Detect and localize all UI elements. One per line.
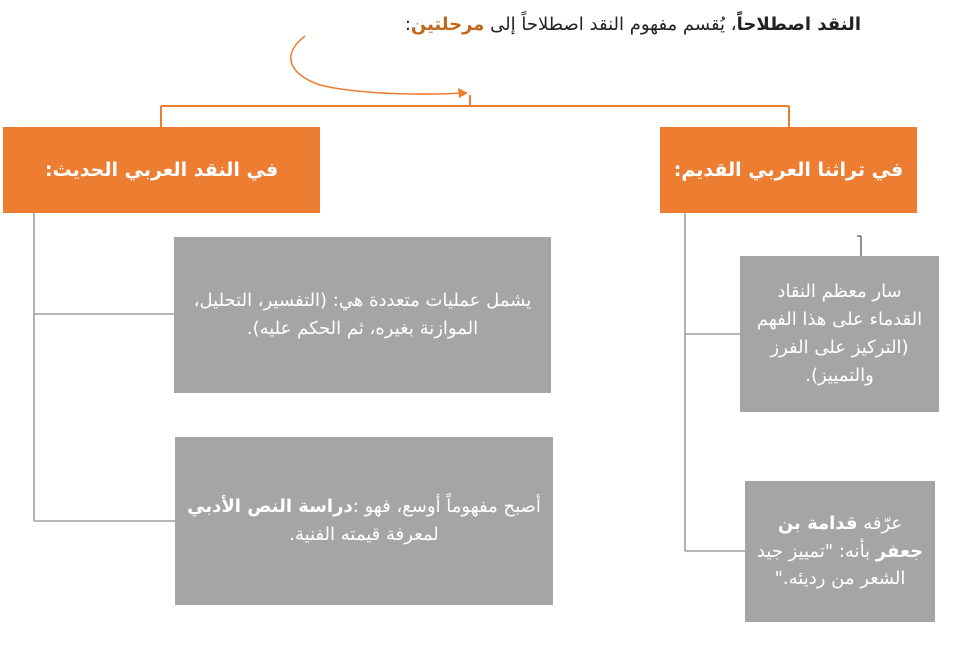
heading-arrow-head — [458, 88, 468, 98]
heading-text-before: ، يُقسم مفهوم النقد اصطلاحاً إلى — [484, 14, 737, 35]
heritage-item-2-prefix: عرّفه — [857, 512, 903, 534]
heritage-item-2-content — [755, 510, 925, 594]
modern-item-1-text: يشمل عمليات متعددة هي: (التفسير، التحليل، الموازنة بغيره، ثم الحكم عليه). — [193, 290, 532, 339]
modern-title: في النقد العربي الحديث: — [44, 159, 279, 181]
modern-item-2-bold: دراسة النص الأدبي — [187, 496, 353, 518]
heading-highlight: مرحلتين — [410, 14, 485, 35]
heritage-title-box — [660, 127, 917, 213]
heritage-item-1-text: سار معظم النقاد القدماء على هذا الفهم (التركيز على الفرز والتمييز). — [756, 281, 923, 386]
heading-term: النقد اصطلاحاً — [736, 14, 861, 35]
modern-item-2-prefix: أصبح مفهوماً أوسع، فهو : — [352, 496, 541, 518]
heritage-item-2-suffix: بأنه: "تمييز جيد الشعر من رديئه." — [756, 540, 906, 590]
modern-item-2-content — [185, 493, 543, 549]
modern-item-2 — [175, 437, 553, 605]
diagram-heading — [301, 14, 861, 35]
modern-item-2-suffix: لمعرفة قيمته الفنية. — [289, 524, 439, 545]
modern-title-box — [3, 127, 320, 213]
heritage-title: في تراثنا العربي القديم: — [673, 159, 904, 181]
heading-arrow — [291, 36, 462, 94]
heading-text-after: : — [404, 14, 411, 35]
heritage-item-2 — [745, 481, 935, 622]
modern-item-1 — [174, 237, 551, 393]
heritage-item-1 — [740, 256, 939, 412]
heritage-item-2-bold: قدامة بن جعفر — [777, 512, 924, 562]
